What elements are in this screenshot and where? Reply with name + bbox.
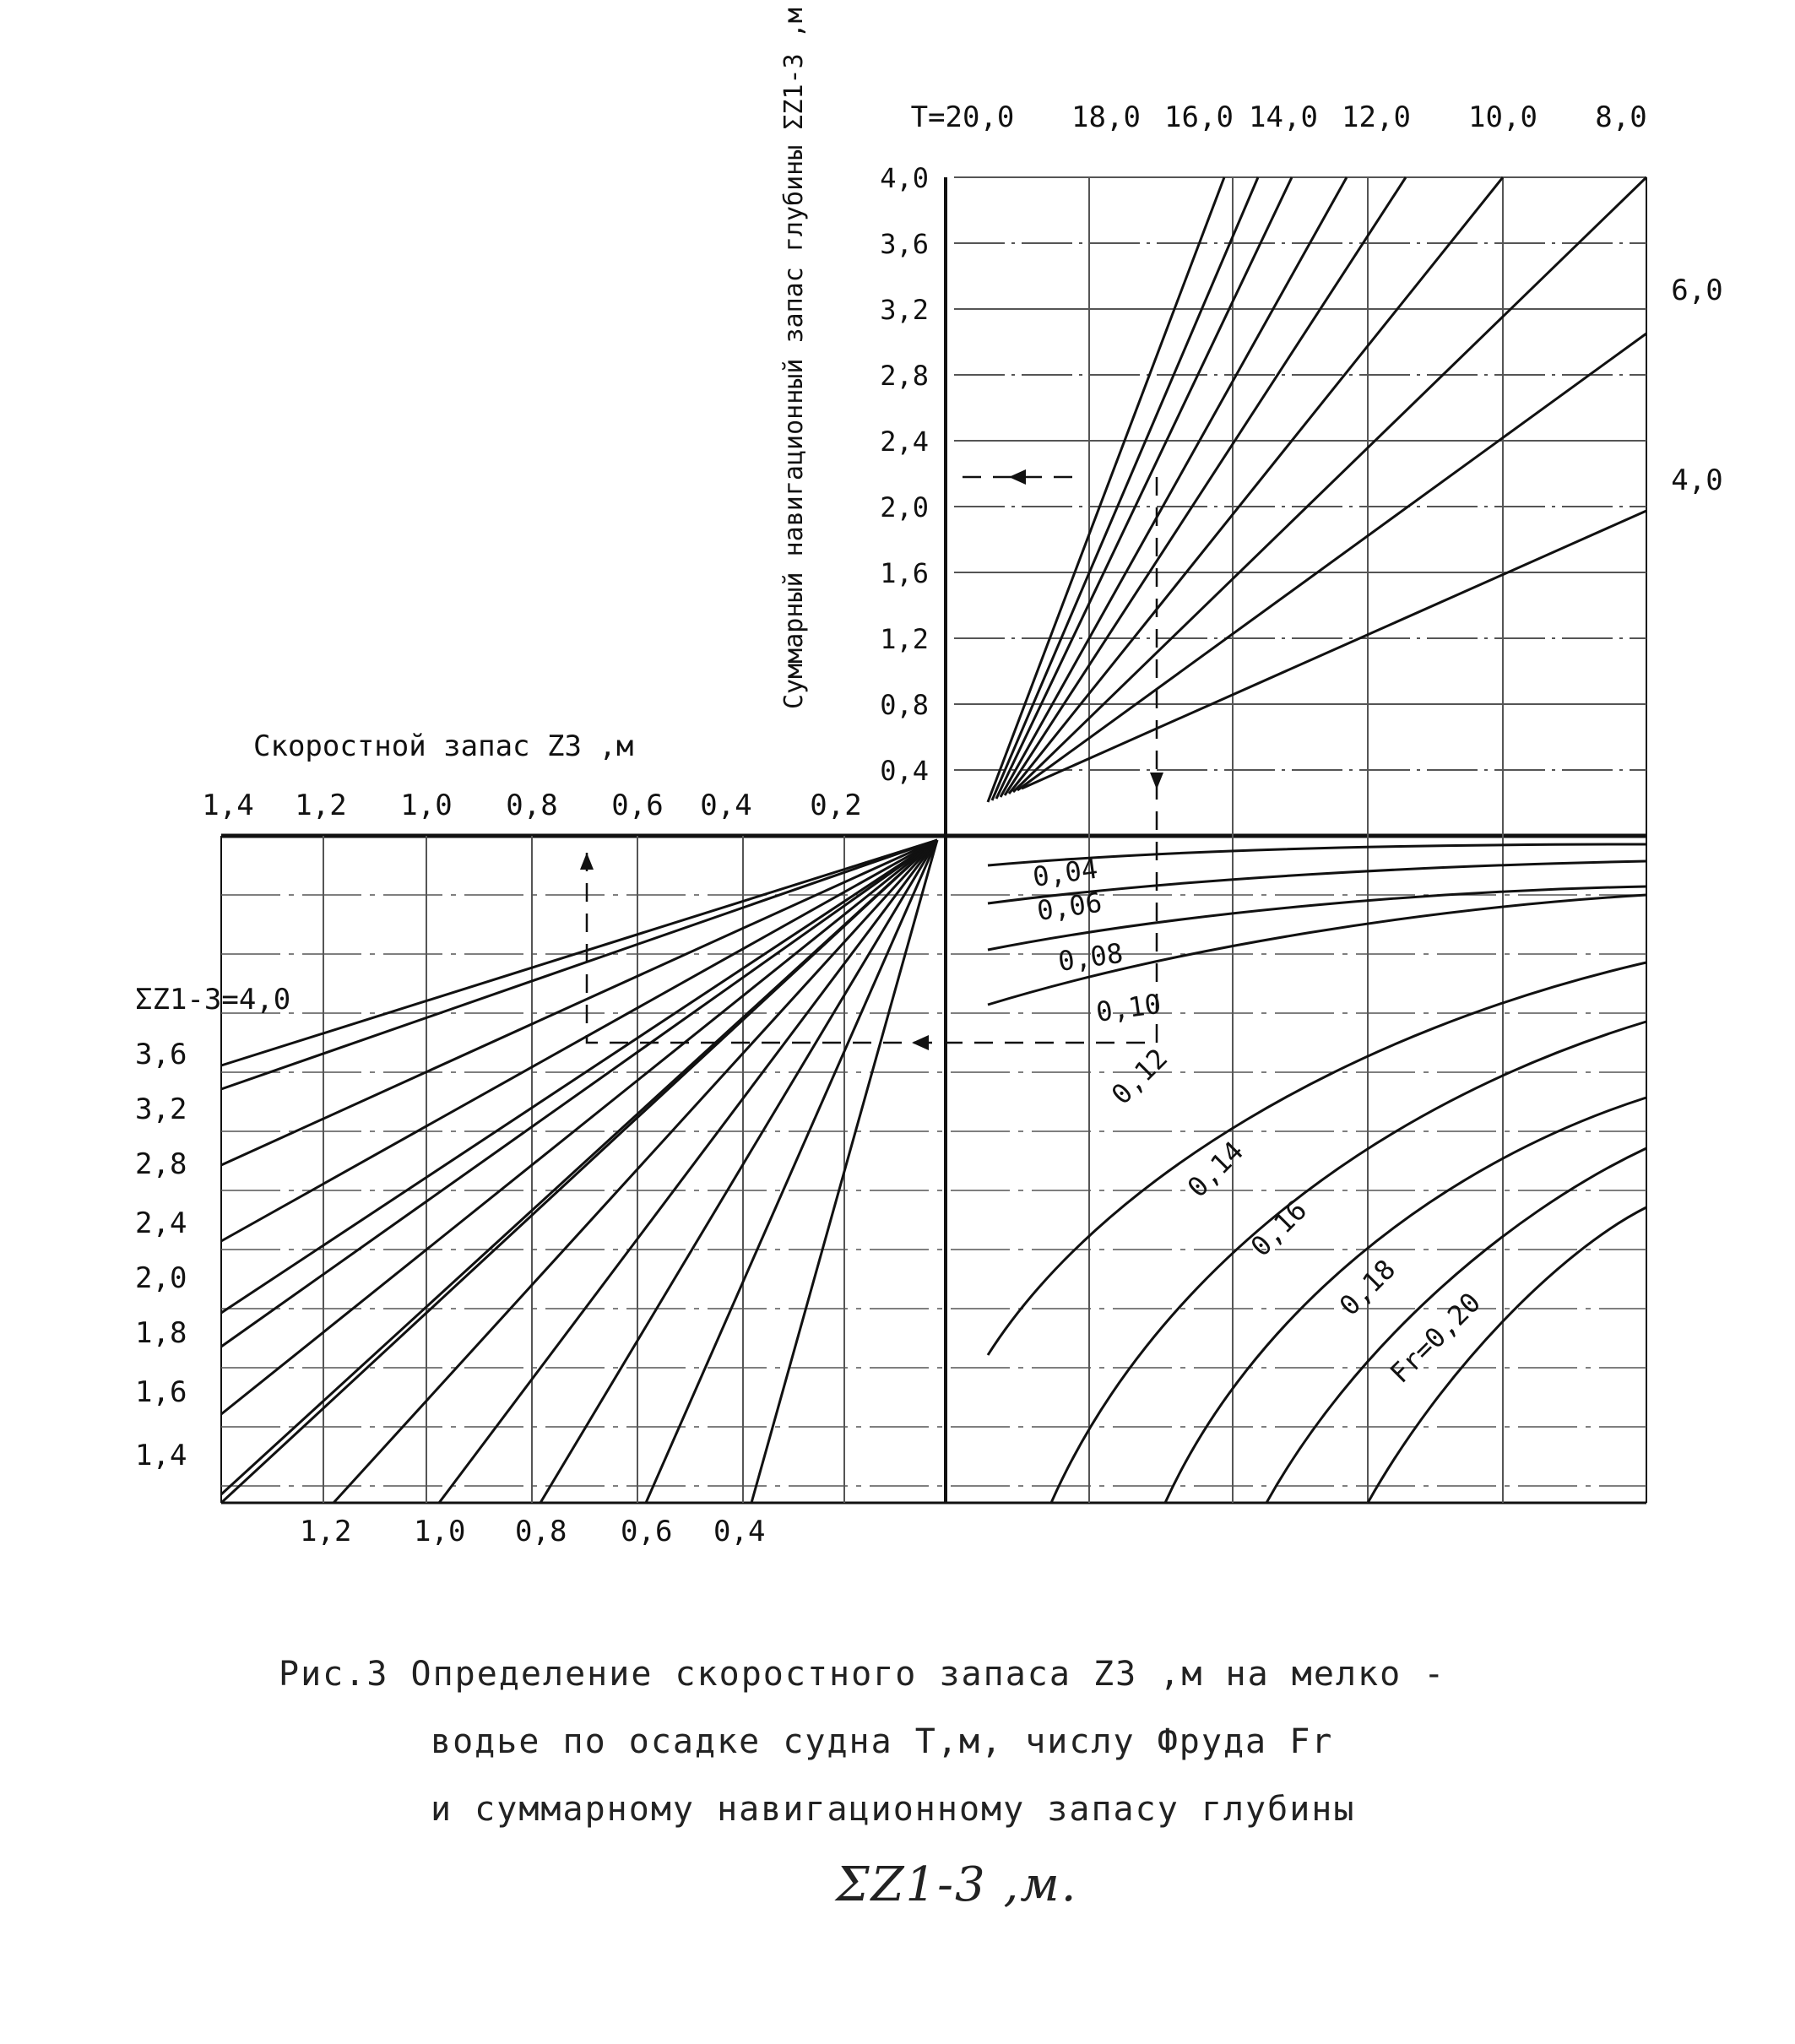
x-tick-label: 0,6 [611,789,664,822]
series-line-sumZ [221,840,937,1347]
x-tick-label: 0,8 [506,789,558,822]
arrow-icon [1150,773,1163,789]
series-line-T [1017,333,1646,790]
series-label-Fr: 0,06 [1034,886,1104,927]
series-line-sumZ [221,840,937,1503]
y-tick-label: 1,2 [880,623,929,655]
series-label-Fr: 0,14 [1180,1135,1250,1204]
series-line-T [996,177,1292,799]
series-line-T [1022,511,1646,789]
series-label-Fr: 0,16 [1244,1194,1314,1263]
y-tick-label: 4,0 [880,162,929,194]
y-tick-label: 2,4 [880,426,929,458]
series-label-sumZ: 1,8 [135,1316,187,1350]
series-label-sumZ: 3,2 [135,1092,187,1126]
series-label-T: T=20,0 [910,100,1015,134]
series-label-T: 14,0 [1249,100,1318,134]
x-tick-label: 0,2 [810,789,862,822]
series-label-Fr: Fr=0,20 [1383,1286,1488,1390]
series-label-sumZ: 0,8 [515,1515,567,1548]
y-tick-label: 3,6 [880,228,929,260]
series-label-Fr: 0,18 [1332,1253,1402,1322]
arrow-icon [1009,469,1026,485]
series-label-T: 10,0 [1468,100,1537,134]
series-curve-Fr [988,962,1646,1355]
series-label-sumZ: 0,4 [713,1515,766,1548]
series-line-sumZ [221,840,937,1089]
series-line-T [1005,177,1406,795]
series-label-sumZ: 1,4 [135,1439,187,1472]
series-label-sumZ: 2,4 [135,1206,187,1240]
series-line-sumZ [540,840,937,1503]
series-line-sumZ [221,840,937,1313]
series-label-T: 4,0 [1671,464,1723,497]
series-label-sumZ: 2,8 [135,1147,187,1181]
series-label-sumZ: 3,6 [135,1038,187,1071]
y-axis-title: Суммарный навигационный запас глубины ΣZ1-3 ,м [779,8,809,709]
series-label-Fr: 0,08 [1055,936,1125,978]
series-label-Fr: 0,12 [1104,1042,1174,1111]
series-label-sumZ: 0,6 [621,1515,673,1548]
series-label-sumZ: 1,0 [414,1515,466,1548]
series-label-T: 6,0 [1671,274,1723,307]
series-label-sumZ: 1,6 [135,1375,187,1409]
x-tick-label: 1,2 [295,789,347,822]
series-line-sumZ [221,840,937,1165]
y-tick-label: 1,6 [880,557,929,589]
caption-line-4: ΣZ1-3 ,м. [836,1857,1078,1912]
y-tick-label: 0,8 [880,689,929,721]
y-tick-label: 2,8 [880,360,929,392]
series-label-sumZ: 1,2 [300,1515,352,1548]
series-label-sumZ: 2,0 [135,1261,187,1295]
series-line-sumZ [221,840,937,1065]
series-line-T [992,177,1258,800]
series-label-Fr: 0,10 [1093,987,1163,1028]
series-label-T: 16,0 [1164,100,1234,134]
x-tick-label: 0,4 [700,789,752,822]
caption-line-1: Рис.3 Определение скоростного запаса Z3 ,м на мелко - [279,1655,1446,1694]
series-line-sumZ [221,840,937,1414]
arrow-icon [580,853,594,870]
y-tick-label: 0,4 [880,755,929,787]
series-label-T: 12,0 [1342,100,1411,134]
series-line-T [1009,177,1503,794]
y-tick-label: 3,2 [880,294,929,326]
caption-line-2: водье по осадке судна T,м, числу Фруда Fr [431,1722,1334,1761]
series-label-sumZ: ΣZ1-3=4,0 [135,983,291,1017]
series-line-T [988,177,1224,802]
series-line-sumZ [221,840,937,1241]
series-line-sumZ [439,840,937,1503]
series-line-sumZ [334,840,937,1503]
x-axis-title: Скоростной запас Z3 ,м [253,729,634,763]
caption-line-3: и суммарному навигационному запасу глубины [431,1790,1356,1829]
series-label-T: 18,0 [1071,100,1141,134]
arrow-icon [912,1035,929,1050]
series-label-Fr: 0,04 [1030,852,1100,893]
series-label-T: 8,0 [1595,100,1647,134]
y-tick-label: 2,0 [880,491,929,523]
x-tick-label: 1,0 [400,789,453,822]
x-tick-label: 1,4 [202,789,254,822]
